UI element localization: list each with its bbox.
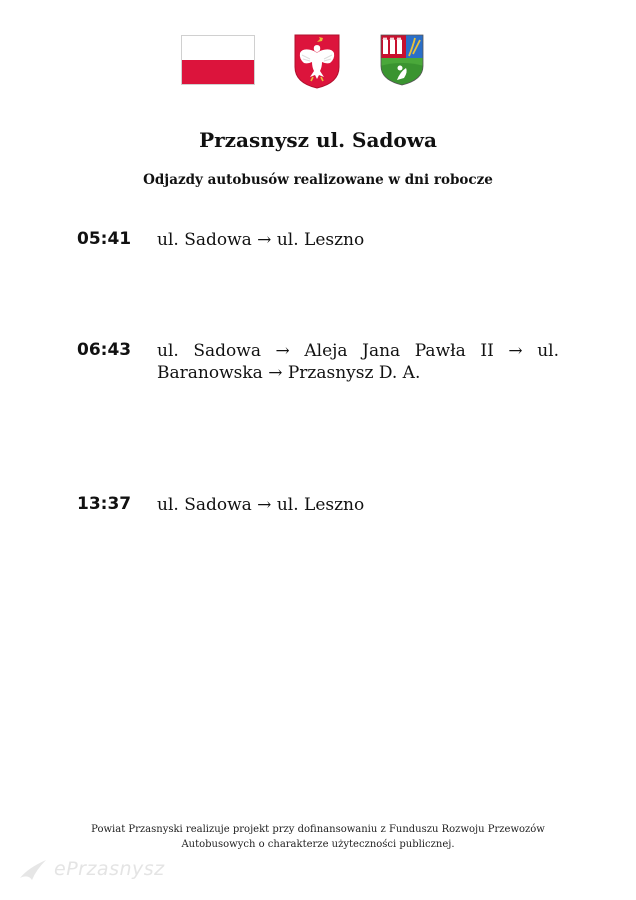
watermark-bird-icon	[18, 858, 48, 884]
flag-white-stripe	[182, 36, 254, 60]
departure-route: ul. Sadowa → ul. Leszno	[157, 230, 365, 250]
departure-time: 06:43	[77, 340, 132, 360]
footer-line-1: Powiat Przasnyski realizuje projekt przy dofinansowaniu z Funduszu Rozwoju Przewozów	[91, 824, 545, 835]
footer-line-2: Autobusowych o charakterze użyteczności publicznej.	[181, 839, 455, 850]
departure-route: ul. Sadowa → ul. Leszno	[157, 495, 365, 515]
watermark-text: ePrzasnysz	[54, 858, 165, 880]
flag-red-stripe	[182, 60, 254, 84]
page-subtitle: Odjazdy autobusów realizowane w dni robocze	[143, 172, 493, 188]
departure-time: 13:37	[77, 494, 132, 514]
polish-eagle-emblem-icon	[293, 33, 341, 89]
page-title: Przasnysz ul. Sadowa	[199, 128, 437, 152]
poland-flag-icon	[181, 35, 255, 85]
departure-route: ul. Sadowa → Aleja Jana Pawła II → ul. Baranowska → Przasnysz D. A.	[157, 341, 559, 383]
footer-note	[70, 822, 566, 852]
departure-time: 05:41	[77, 229, 132, 249]
emblems-row	[0, 33, 636, 89]
county-coat-of-arms-icon	[380, 34, 424, 86]
